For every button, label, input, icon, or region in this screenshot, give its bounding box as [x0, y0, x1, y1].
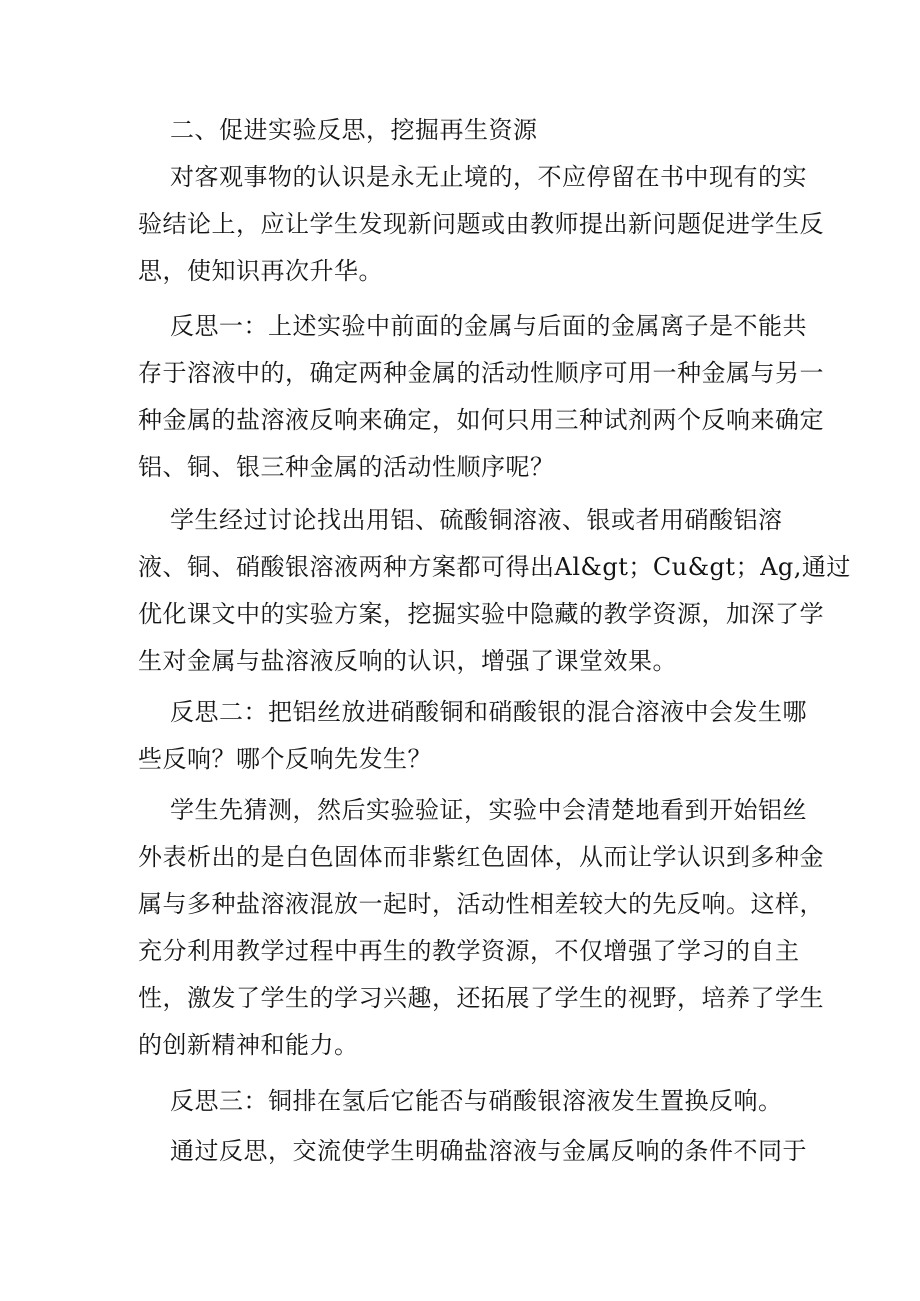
paragraph-line: 存于溶液中的，确定两种金属的活动性顺序可用一种金属与另一 [138, 359, 824, 387]
paragraph-line: 通过反思，交流使学生明确盐溶液与金属反响的条件不同于 [170, 1137, 807, 1165]
paragraph-line: 种金属的盐溶液反响来确定，如何只用三种试剂两个反响来确定 [138, 406, 824, 434]
section-heading: 二、促进实验反思，挖掘再生资源 [170, 116, 538, 144]
paragraph-line: 优化课文中的实验方案，挖掘实验中隐藏的教学资源，加深了学 [138, 600, 824, 628]
paragraph-line: 学生先猜测，然后实验验证，实验中会清楚地看到开始铝丝 [170, 796, 807, 824]
paragraph-line: 外表析出的是白色固体而非紫红色固体，从而让学认识到多种金 [138, 843, 824, 871]
paragraph-line: 性，激发了学生的学习兴趣，还拓展了学生的视野，培养了学生 [138, 984, 824, 1012]
paragraph-line: 些反响？哪个反响先发生？ [138, 745, 432, 773]
paragraph-line: 验结论上，应让学生发现新问题或由教师提出新问题促进学生反 [138, 210, 824, 238]
paragraph-line: 对客观事物的认识是永无止境的，不应停留在书中现有的实 [170, 163, 807, 191]
paragraph-line: 学生经过讨论找出用铝、硫酸铜溶液、银或者用硝酸铝溶 [170, 506, 783, 534]
reflection-three-line: 反思三：铜排在氢后它能否与硝酸银溶液发生置换反响。 [170, 1087, 783, 1115]
paragraph-line: 的创新精神和能力。 [138, 1031, 359, 1059]
paragraph-line: 充分利用教学过程中再生的教学资源，不仅增强了学习的自主 [138, 937, 800, 965]
paragraph-line: 属与多种盐溶液混放一起时，活动性相差较大的先反响。这样， [138, 890, 824, 918]
paragraph-line: 铝、铜、银三种金属的活动性顺序呢？ [138, 453, 555, 481]
paragraph-line: 液、铜、硝酸银溶液两种方案都可得出Al&gt；Cu&gt；Ag,通过 [138, 553, 851, 581]
paragraph-line: 生对金属与盐溶液反响的认识，增强了课堂效果。 [138, 647, 677, 675]
reflection-two-line: 反思二：把铝丝放进硝酸铜和硝酸银的混合溶液中会发生哪 [170, 698, 807, 726]
reflection-one-line: 反思一：上述实验中前面的金属与后面的金属离子是不能共 [170, 312, 807, 340]
paragraph-line: 思，使知识再次升华。 [138, 257, 383, 285]
